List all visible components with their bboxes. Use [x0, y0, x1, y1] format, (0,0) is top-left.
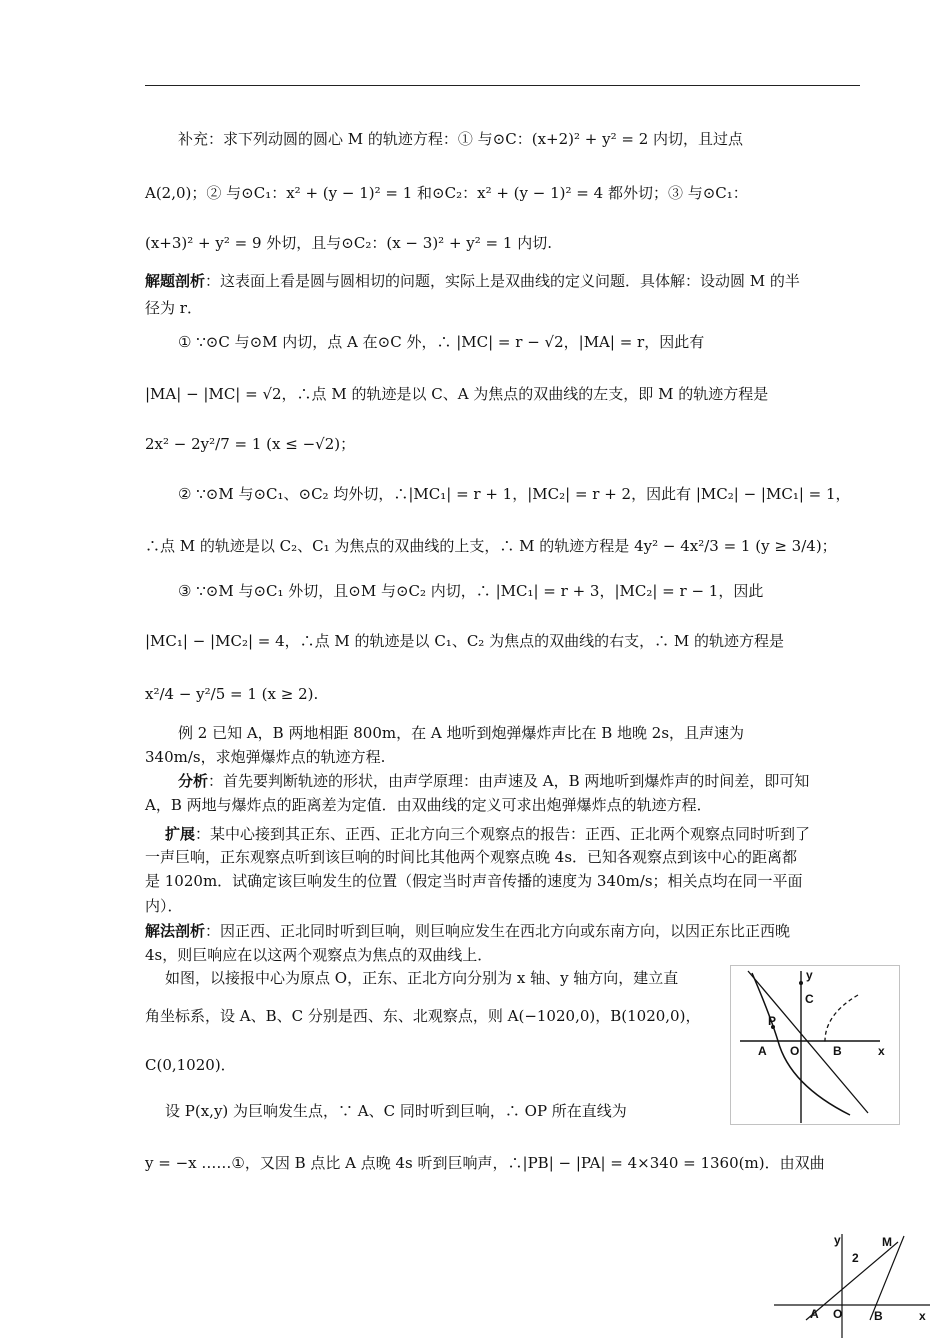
label-x: x	[878, 1044, 885, 1058]
label-c: C	[805, 992, 814, 1006]
text-line-21: 内）．	[145, 897, 183, 915]
text-line-22	[145, 920, 860, 942]
header-rule	[145, 85, 860, 86]
label-b: B	[833, 1044, 842, 1058]
point-c	[799, 981, 803, 985]
text-line-18-body: ：某中心接到其正东、正西、正北方向三个观察点的报告：正西、正北两个观察点同时听到了	[195, 825, 811, 843]
text-line-16-body: ：首先要判断轨迹的形状，由声学原理：由声速及 A，B 两地听到爆炸声的时间差，即可知	[208, 772, 810, 790]
text-line-4	[145, 270, 860, 292]
label-p: P	[768, 1014, 777, 1028]
text-line-4-body: ：这表面上看是圆与圆相切的问题，实际上是双曲线的定义问题．具体解：设动圆 M 的半	[205, 272, 800, 290]
heading-jiefa: 解法剖析	[145, 922, 206, 940]
hyperbola-right-branch	[825, 995, 858, 1043]
heading-kuozhan: 扩展	[165, 825, 196, 843]
text-line-15: 340m/s，求炮弹爆炸点的轨迹方程.	[145, 748, 386, 766]
text-line-5: 径为 r．	[145, 299, 202, 317]
text-line-19: 一声巨响，正东观察点听到该巨响的时间比其他两个观察点晚 4s．已知各观察点到该中心的距离都	[145, 848, 798, 866]
text-line-22-body: ：因正西、正北同时听到巨响，则巨响应发生在西北方向或东南方向，以因正东比正西晚	[205, 922, 791, 940]
triangle-figure	[770, 1228, 940, 1340]
text-line-12: |MC₁| − |MC₂| = 4，∴点 M 的轨迹是以 C₁、C₂ 为焦点的双曲线的右支，∴ M 的轨迹方程是	[145, 632, 784, 650]
label-x-2: x	[919, 1309, 926, 1323]
text-line-26: C(0,1020)．	[145, 1056, 236, 1074]
label-a: A	[758, 1044, 767, 1058]
hyperbola-figure	[730, 965, 900, 1125]
heading-fenxi: 分析	[178, 772, 209, 790]
label-m: M	[882, 1235, 892, 1249]
text-line-7: |MA| − |MC| = √2，∴点 M 的轨迹是以 C、A 为焦点的双曲线的左支，即 M 的轨迹方程是	[145, 385, 769, 403]
text-line-2: A(2,0)；② 与⊙C₁：x² + (y − 1)² = 1 和⊙C₂：x² + (y − 1)² = 4 都外切；③ 与⊙C₁：	[145, 184, 748, 202]
text-line-17: A，B 两地与爆炸点的距离差为定值．由双曲线的定义可求出炮弹爆炸点的轨迹方程．	[145, 796, 712, 814]
text-line-14: 例 2 已知 A，B 两地相距 800m，在 A 地听到炮弹爆炸声比在 B 地晚 2s，且声速为	[178, 724, 745, 742]
text-line-3: (x+3)² + y² = 9 外切，且与⊙C₂：(x − 3)² + y² = 1 内切.	[145, 234, 552, 252]
text-line-23: 4s，则巨响应在以这两个观察点为焦点的双曲线上．	[145, 946, 493, 964]
heading-jieti: 解题剖析	[145, 272, 206, 290]
text-line-8: 2x² − 2y²/7 = 1 (x ≤ −√2)；	[145, 435, 356, 453]
text-line-25: 角坐标系，设 A、B、C 分别是西、东、北观察点，则 A(−1020,0)，B(1020,0)，	[145, 1007, 701, 1025]
text-line-11: ③ ∵⊙M 与⊙C₁ 外切，且⊙M 与⊙C₂ 内切，∴ |MC₁| = r + 3，|MC₂| = r − 1，因此	[178, 582, 764, 600]
text-line-28: y = −x ……①，又因 B 点比 A 点晚 4s 听到巨响声，∴|PB| − |PA| = 4×340 = 1360(m)．由双曲	[145, 1154, 825, 1172]
label-2: 2	[852, 1251, 859, 1265]
label-b-2: B	[874, 1309, 883, 1323]
label-o-2: O	[833, 1307, 843, 1321]
label-a-2: A	[810, 1307, 819, 1321]
text-line-24: 如图，以接报中心为原点 O，正东、正北方向分别为 x 轴、y 轴方向，建立直	[165, 969, 679, 987]
label-y: y	[806, 968, 813, 982]
text-line-18	[165, 823, 880, 845]
text-line-16	[178, 770, 893, 792]
text-line-6: ① ∵⊙C 与⊙M 内切，点 A 在⊙C 外，∴ |MC| = r − √2，|MA| = r，因此有	[178, 333, 705, 351]
figure-border	[731, 966, 900, 1125]
text-line-27: 设 P(x,y) 为巨响发生点，∵ A、C 同时听到巨响，∴ OP 所在直线为	[165, 1102, 627, 1120]
label-o: O	[790, 1044, 800, 1058]
text-line-1: 补充：求下列动圆的圆心 M 的轨迹方程：① 与⊙C：(x+2)² + y² = 2 内切，且过点	[178, 130, 744, 148]
text-line-10: ∴点 M 的轨迹是以 C₂、C₁ 为焦点的双曲线的上支，∴ M 的轨迹方程是 4y² − 4x²/3 = 1 (y ≥ 3/4)；	[145, 537, 837, 555]
text-line-9: ② ∵⊙M 与⊙C₁、⊙C₂ 均外切，∴|MC₁| = r + 1，|MC₂| = r + 2，因此有 |MC₂| − |MC₁| = 1，	[178, 485, 851, 503]
text-line-20: 是 1020m．试确定该巨响发生的位置（假定当时声音传播的速度为 340m/s；相关点均在同一平面	[145, 872, 803, 890]
text-line-13: x²/4 − y²/5 = 1 (x ≥ 2).	[145, 685, 319, 703]
label-y-2: y	[834, 1233, 841, 1247]
